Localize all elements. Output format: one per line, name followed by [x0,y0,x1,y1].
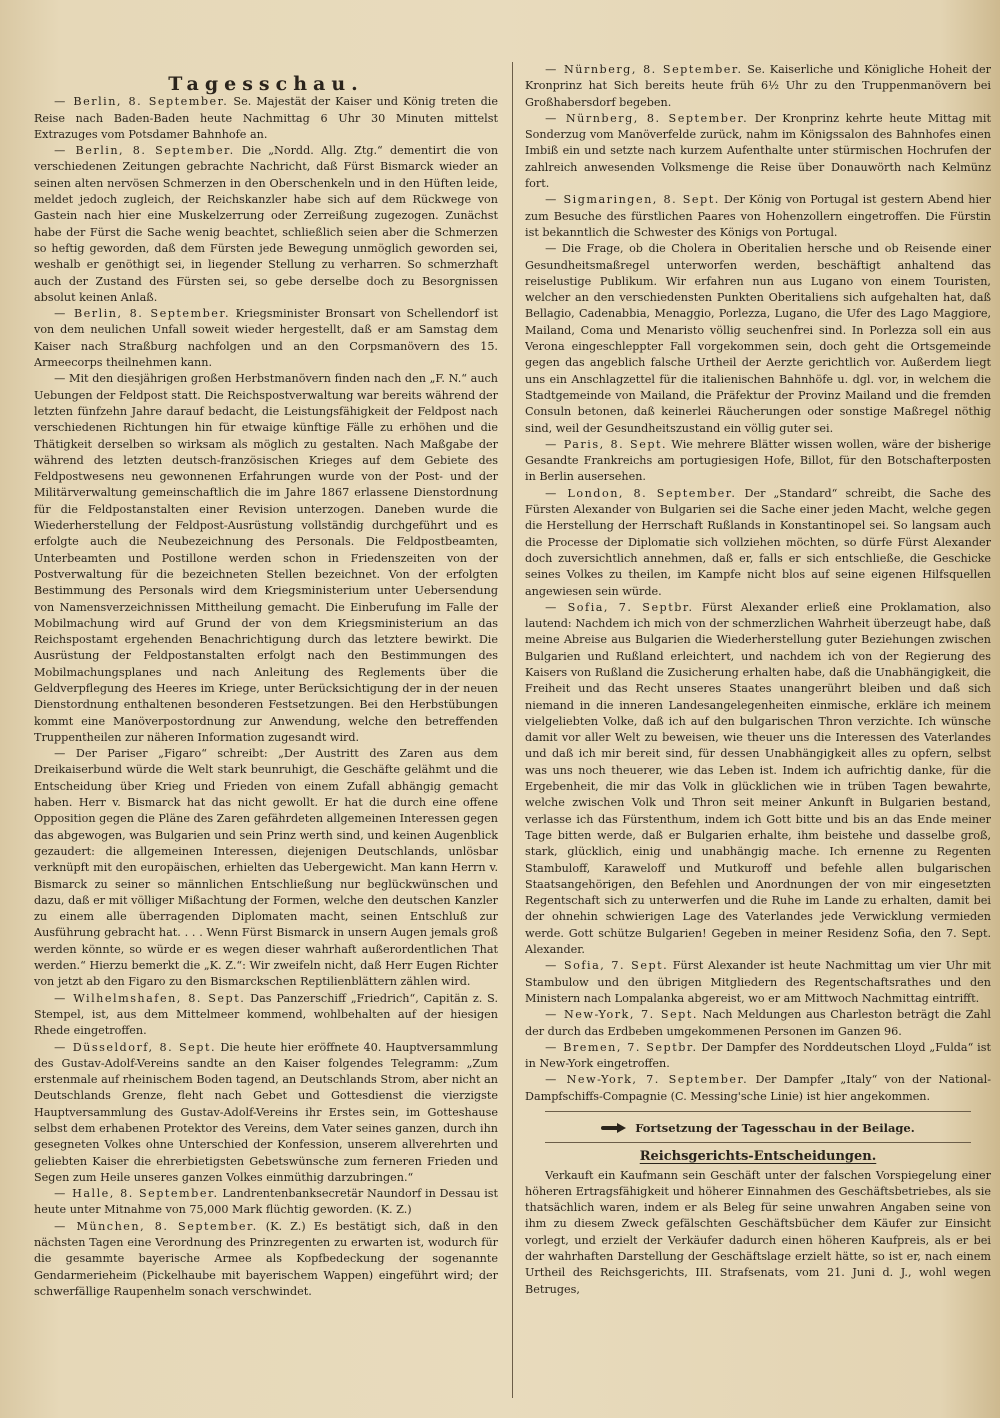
article-text: Der Dampfer des Norddeutschen Lloyd „Fulda“ ist in New-York eingetroffen. [525,1040,991,1071]
continuation-note [525,1120,991,1136]
article-paragraph [34,1219,498,1300]
article-dateline: — Berlin, 8. September. [54,95,229,109]
article-dateline: — Düsseldorf, 8. Sept. [54,1040,216,1054]
article-text: Se. Kaiserliche und Königliche Hoheit der Kronprinz hat Sich bereits heute früh 6½ Uhr zu den Truppenmanövern bei Großhabersdorf begeben. [525,63,991,109]
article-text: Der Kronprinz kehrte heute Mittag mit Sonderzug vom Manöverfelde zurück, nahm im Königssalon des Bahnhofes einen Imbiß ein und setzte nach kurzem Aufenthalte unter stürmischen Hochrufen der zahlreich anwesenden Volksmenge die Reise über Donauwörth nach Kelmünz fort. [525,111,991,191]
article-paragraph [525,1007,991,1040]
article-dateline: — Bremen, 7. Septbr. [545,1040,698,1054]
article-text: — Mit den diesjährigen großen Herbstmanövern finden nach den „F. N.“ auch Uebungen der Feldpost statt. Die Reichspostverwaltung war bereits während der letzten fünfzehn Jahre darauf bedacht, die Leistungsfähigkeit der Feldpost nach verschiedenen Richtungen hin für etwaige künftige Fälle zu erhöhen und die Thätigkeit derselben so wirksam als möglich zu gestalten. Nach Maßgabe der während des letzten deutsch-französischen Krieges auf dem Gebiete des Feldpostwesens neu gewonnenen Erfahrungen wurde von der Post- und der Militärverwaltung gemeinschaftlich die im Jahre 1867 erlassene Dienstordnung für die Feldpostanstalten einer Revision unterzogen. Daneben wurde die Wiederherstellung der Feldpost-Ausrüstung vollständig durchgeführt und es erfolgte auch die Neubezeichnung des Personals. Die Feldpostbeamten, Unterbeamten und Postillone werden schon in Friedenszeiten von der Postverwaltung für die bezeichneten Stellen bezeichnet. Von der erfolgten Bestimmung des Personals wird dem Kriegsministerium unter Uebersendung von Namensverzeichnissen Mittheilung gemacht. Die Einberufung im Falle der Mobilmachung wird auf Grund der von dem Kriegsministerium an das Reichspostamt ergehenden Benachrichtigung durch das letztere bewirkt. Die Ausrüstung der Feldpostanstalten erfolgt nach den Bestimmungen des Mobilmachungsplanes und nach Anleitung des Reglements über die Geldverpflegung des Heeres im Kriege, unter Berücksichtigung der in der neuen Dienstordnung enthaltenen besonderen Festsetzungen. Bei den Herbstübungen kommt eine Manöverpostordnung zur Anwendung, welche den betreffenden Truppentheilen zur näheren Information zugesandt wird. [34,372,498,744]
article-paragraph [525,62,991,111]
article-text: Die „Nordd. Allg. Ztg.“ dementirt die von verschiedenen Zeitungen gebrachte Nachricht, daß Fürst Bismarck wieder an seinen alten nervösen Schmerzen in den Oberschenkeln und in den Hüften leide, meldet jedoch zugleich, der Reichskanzler habe sich auf dem Rückwege von Gastein nach hier eine Muskelzerrung oder Zerreißung zugezogen. Zunächst habe der Fürst die Sache wenig beachtet, schließlich seien aber die Schmerzen so heftig geworden, daß dem Fürsten jede Bewegung unmöglich geworden sei, weshalb er genöthigt sei, in liegender Stellung zu verharren. So schmerzhaft auch der Zustand des Fürsten sei, so gebe derselbe doch zu Besorgnissen absolut keinen Anlaß. [34,144,498,304]
article-text: Der König von Portugal ist gestern Abend hier zum Besuche des fürstlichen Paares von Hohenzollern eingetroffen. Die Fürstin ist bekanntlich die Schwester des Königs von Portugal. [525,193,991,239]
left-articles [34,94,498,1300]
continuation-text: Fortsetzung der Tagesschau in der Beilage. [635,1121,915,1135]
article-dateline: — New-York, 7. September. [545,1073,749,1087]
article-paragraph [34,991,498,1040]
right-articles [525,62,991,1105]
article-dateline: — Nürnberg, 8. September. [545,63,743,76]
article-paragraph [34,306,498,371]
article-dateline: — Nürnberg, 8. September. [545,111,749,125]
article-text: Nach Meldungen aus Charleston beträgt die Zahl der durch das Erdbeben umgekommenen Personen im Ganzen 96. [525,1008,991,1038]
article-paragraph [525,600,991,959]
article-text: (K. Z.) Es bestätigt sich, daß in den nächsten Tagen eine Verordnung des Prinzregenten zu erwarten ist, wodurch für die gesammte bayerische Armee als Kopfbedeckung der sogenannte Gendarmerieheim (Pickelhaube mit bayerischem Wappen) eingeführt wird; der schwerfällige Raupenhelm sonach verschwindet. [34,1219,498,1298]
article-text: Fürst Alexander erließ eine Proklamation, also lautend: Nachdem ich mich von der schmerzlichen Wahrheit überzeugt habe, daß meine Abreise aus Bulgarien die Wiederherstellung guter Beziehungen zwischen Bulgarien und Rußland erleichtert, und nachdem ich von der Regierung des Kaisers von Rußland die Zusicherung erhalten habe, daß die Unabhängigkeit, die Freiheit und das Recht unseres Staates unangerührt bleiben und daß sich niemand in die inneren Landesangelegenheiten einmische, erkläre ich meinem vielgeliebten Volke, daß ich auf den bulgarischen Thron verzichte. Ich wünsche damit vor aller Welt zu beweisen, wie theuer uns die Interessen des Vaterlandes und daß ich mir bereit sind, für dessen Unabhängigkeit alles zu opfern, selbst was uns noch theuerer, wie das Leben ist. Indem ich aufrichtig danke, für die Ergebenheit, die mir das Volk in glücklichen wie in trüben Tagen bewahrte, welche zwischen Volk und Thron seit meiner Ankunft in Bulgarien bestand, verlasse ich das Fürstenthum, indem ich Gott bitte und bis an das Ende meiner Tage bitten werde, daß er Bulgarien erhalte, ihm beistehe und dasselbe groß, stark, glücklich, einig und unabhängig mache. Ich ernenne zu Regenten Stambuloff, Karaweloff und Mutkuroff und befehle allen bulgarischen Staatsangehörigen, den Befehlen und Anordnungen der von mir eingesetzten Regentschaft sich zu unterwerfen und die Ruhe im Lande zu erhalten, damit bei der ohnehin schwierigen Lage des Vaterlandes jede Verwicklung vermieden werde. Gott schütze Bulgarien! Gegeben in meiner Residenz Sofia, den 7. Sept. Alexander. [525,600,991,957]
column-divider [512,62,513,1398]
article-paragraph [34,1186,498,1219]
article-text: Der „Standard“ schreibt, die Sache des Fürsten Alexander von Bulgarien sei die Sache einer jeden Macht, welche gegen die Herstellung der Herrschaft Rußlands in Konstantinopel sei. So langsam auch die Processe der Diplomatie sich vollziehen möchten, so dürfe Fürst Alexander doch zuversichtlich annehmen, daß er, falls er sich entschließe, die Geschicke seines Volkes zu theilen, im Kampfe nicht blos auf seine eigenen Hilfsquellen angewiesen sein würde. [525,486,991,598]
article-paragraph [34,143,498,306]
article-text: — Der Pariser „Figaro“ schreibt: „Der Austritt des Zaren aus dem Dreikaiserbund würde die Welt stark beunruhigt, die Geschäfte gelähmt und die Entscheidung über Krieg und Frieden von einem Zufall abhängig gemacht haben. Herr v. Bismarck hat das nicht gewollt. Er hat die durch eine offene Opposition gegen die Pläne des Zaren gefährdeten allgemeinen Interessen gegen das abgewogen, was Bulgarien und sein Prinz werth sind, und keinen Augenblick gezaudert: die allgemeinen Interessen, diejenigen Deutschlands, unlösbar verknüpft mit den europäischen, erhielten das Uebergewicht. Man kann Herrn v. Bismarck zu seiner so männlichen Entschließung nur beglückwünschen und dazu, daß er mit völliger Mißachtung der Formen, welche den deutschen Kanzler zu einem alle überragenden Diplomaten macht, seinen Entschluß zur Ausführung gebracht hat. . . . Wenn Fürst Bismarck in unsern Augen jemals groß werden könnte, so würde er es wegen dieser wahrhaft außerordentlichen That werden.“ Hierzu bemerkt die „K. Z.“: Wir zweifeln nicht, daß Herr Eugen Richter von jetzt ab den Figaro zu den Bismarckschen Reptilienblättern zählen wird. [34,747,498,989]
divider-rule [545,1111,971,1112]
article-dateline: — London, 8. September. [545,486,737,500]
article-paragraph [525,958,991,1007]
divider-rule [545,1142,971,1143]
article-paragraph [525,486,991,600]
article-paragraph [525,1040,991,1073]
article-paragraph [525,192,991,241]
article-dateline: — Sofia, 7. Sept. [545,959,669,973]
article-dateline: — Paris, 8. Sept. [545,437,668,451]
article-text: Die heute hier eröffnete 40. Hauptversammlung des Gustav-Adolf-Vereins sandte an den Kaiser folgendes Telegramm: „Zum erstenmale auf rheinischem Boden tagend, an Deutschlands Strom, aber nicht an Deutschlands Grenze, fleht nach Gebet und Gottesdienst die vierzigste Hauptversammlung des Gustav-Adolf-Vereins ihr Erstes sein, im Gotteshause selbst dem erhabenen Protektor des Vereins, dem Vater seines ganzen, durch ihn gesegneten Volkes ohne Unterschied der Konfession, unserem allverehrten und geliebten Kaiser die ehrerbietigsten Gebetswünsche zum ferneren Frieden und Segen zum Heile unseres ganzen Volkes einmüthig darzubringen.“ [34,1040,498,1184]
article-dateline: — Berlin, 8. September. [54,307,231,321]
article-paragraph [525,241,991,437]
article-dateline: — Sigmaringen, 8. Sept. [545,193,720,207]
masthead: Tagesschau. [168,73,364,95]
article-text: Fürst Alexander ist heute Nachmittag um vier Uhr mit Stambulow und den übrigen Mitgliedern des Regentschaftsrathes und den Ministern nach Lompalanka abgereist, wo er am Mittwoch Nachmittag eintrifft. [525,959,991,1005]
article-text: Se. Majestät der Kaiser und König treten die Reise nach Baden-Baden heute Nachmittag 6 Uhr 30 Minuten mittelst Extrazuges vom Potsdamer Bahnhofe an. [34,95,498,141]
section-paragraph: Verkauft ein Kaufmann sein Geschäft unter der falschen Vorspiegelung einer höheren Ertragsfähigkeit und höherer Einnahmen des Geschäftsbetriebes, als sie thatsächlich waren, indem er als Beleg für seine unwahren Angaben seine von ihm zu diesem Zweck gefälschten Geschäftsbücher dem Käufer zur Einsicht vorlegt, und erzielt der Verkäufer dadurch einen höheren Kaufpreis, als er bei der wahrhaften Darstellung der Geschäftslage erzielt hätte, so ist er, nach einem Urtheil des Reichsgerichts, III. Strafsenats, vom 21. Juni d. J., wohl wegen Betruges, [525,1168,991,1296]
article-dateline: — Wilhelmshafen, 8. Sept. [54,991,246,1005]
article-paragraph [525,437,991,486]
pointing-hand-icon [601,1123,627,1133]
article-paragraph [34,94,498,143]
article-dateline: — München, 8. September. [54,1219,258,1233]
right-column [525,62,991,1408]
article-paragraph [525,1072,991,1105]
article-paragraph [34,746,498,990]
article-paragraph [34,371,498,746]
article-dateline: — Halle, 8. September. [54,1187,219,1201]
article-paragraph [34,1040,498,1187]
article-text: Kriegsminister Bronsart von Schellendorf ist von dem neulichen Unfall soweit wieder hergestellt, daß er am Samstag dem Kaiser nach Straßburg nachfolgen und an den Corpsmanövern des 15. Armeecorps theilnehmen kann. [34,307,498,370]
article-dateline: — New-York, 7. Sept. [545,1008,698,1022]
article-text: Landrentenbanksecretär Naundorf in Dessau ist heute unter Mitnahme von 75,000 Mark flüchtig geworden. (K. Z.) [34,1187,498,1217]
article-dateline: — Berlin, 8. September. [54,144,235,158]
article-paragraph [525,111,991,192]
left-column [34,62,498,1408]
article-dateline: — Sofia, 7. Septbr. [545,600,694,614]
article-text: Das Panzerschiff „Friedrich“, Capitän z. S. Stempel, ist, aus dem Mittelmeer kommend, wohlbehalten auf der hiesigen Rhede eingetroffen. [34,991,498,1038]
article-text: Der Dampfer „Italy“ von der National-Dampfschiffs-Compagnie (C. Messing'sche Linie) ist hier angekommen. [525,1073,991,1103]
section-title: Reichsgerichts-Entscheidungen. [639,1149,877,1165]
article-text: Wie mehrere Blätter wissen wollen, wäre der bisherige Gesandte Frankreichs am portugiesigen Hofe, Billot, für den Botschafterposten in Berlin ausersehen. [525,437,991,484]
article-text: — Die Frage, ob die Cholera in Oberitalien hersche und ob Reisende einer Gesundheitsmaßregel unterworfen werden, beschäftigt anhaltend das reiselustige Publikum. Wir erfahren nun aus Lugano von einem Touristen, welcher an den verschiedensten Punkten Oberitaliens sich aufgehalten hat, daß Bellagio, Cadenabbia, Menaggio, Porlezza, Lugano, die Ufer des Lago Maggiore, Mailand, Coma und Menaristo völlig seuchenfrei sind. In Porlezza soll ein aus Verona eingeschleppter Fall vorgekommen sein, doch geht die Ortsgemeinde gegen das angeblich falsche Urtheil der Aerzte gerichtlich vor. Außerdem liegt uns ein Anschlagzettel für die italienischen Bahnhöfe u. dgl. vor, in welchem die Stadtgemeinde von Mailand, die Präfektur der Provinz Mailand und die fremden Consuln betonen, daß keinerlei Räucherungen oder sonstige Maßregel nöthig sind, weil der Gesundheitszustand ein völlig guter sei. [525,242,991,435]
